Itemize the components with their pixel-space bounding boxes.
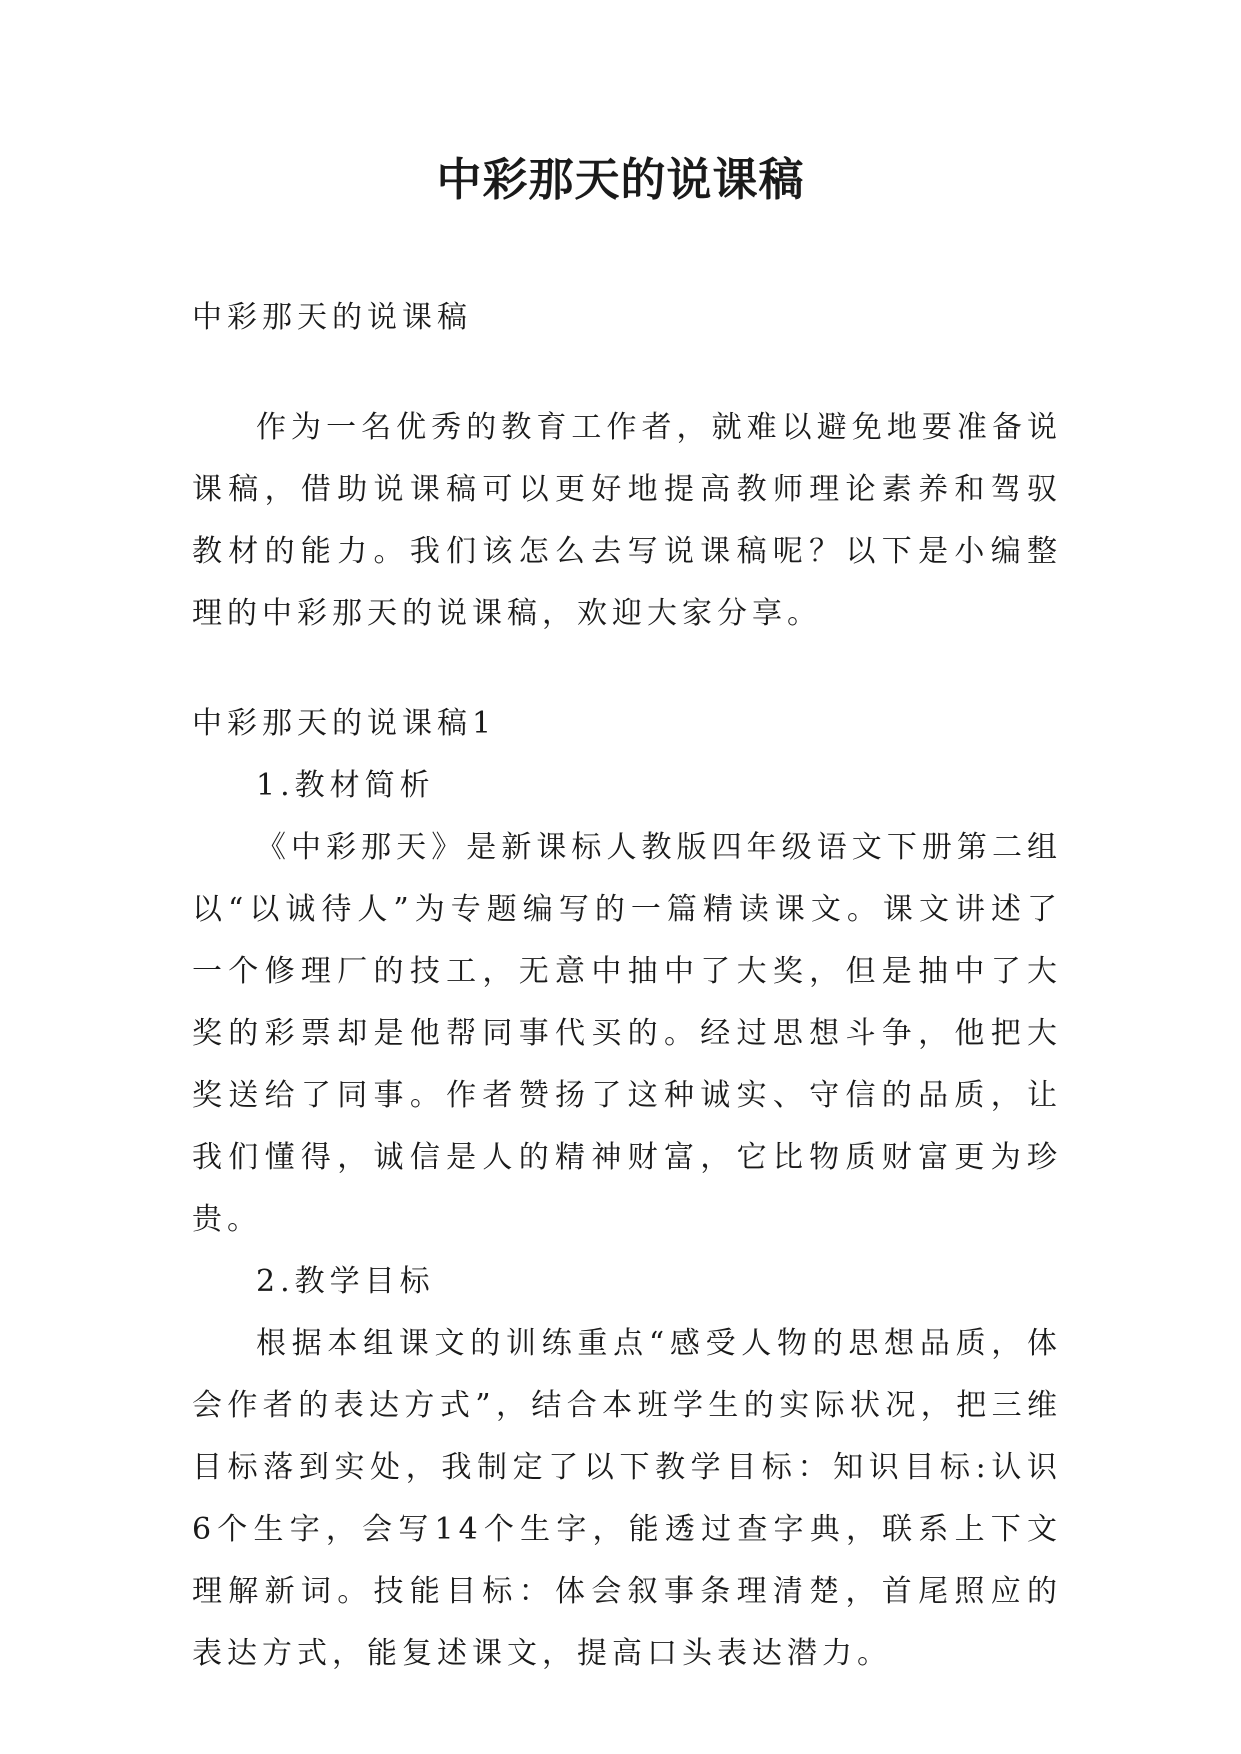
intro-paragraph: 作为一名优秀的教育工作者，就难以避免地要准备说课稿，借助说课稿可以更好地提高教师理论素养和驾驭教材的能力。我们该怎么去写说课稿呢？以下是小编整理的中彩那天的说课稿，欢迎大家分享。 <box>192 410 1062 631</box>
item1-heading: 1.教材简析 <box>256 768 435 803</box>
section-title: 中彩那天的说课稿1 <box>192 706 497 741</box>
item2-paragraph: 根据本组课文的训练重点“感受人物的思想品质，体会作者的表达方式”，结合本班学生的实际状况，把三维目标落到实处，我制定了以下教学目标：知识目标:认识6个生字，会写14个生字，能透过查字典，联系上下文理解新词。技能目标：体会叙事条理清楚，首尾照应的表达方式，能复述课文，提高口头表达潜力。 <box>192 1326 1062 1671</box>
document-body <box>192 287 1062 1685</box>
item2-heading: 2.教学目标 <box>256 1264 435 1299</box>
document-title: 中彩那天的说课稿 <box>436 153 805 206</box>
item1-paragraph: 《中彩那天》是新课标人教版四年级语文下册第二组以“以诚待人”为专题编写的一篇精读课文。课文讲述了一个修理厂的技工，无意中抽中了大奖，但是抽中了大奖的彩票却是他帮同事代买的。经过思想斗争，他把大奖送给了同事。作者赞扬了这种诚实、守信的品质，让我们懂得，诚信是人的精神财富，它比物质财富更为珍贵。 <box>192 830 1062 1237</box>
document-subtitle: 中彩那天的说课稿 <box>192 300 472 335</box>
